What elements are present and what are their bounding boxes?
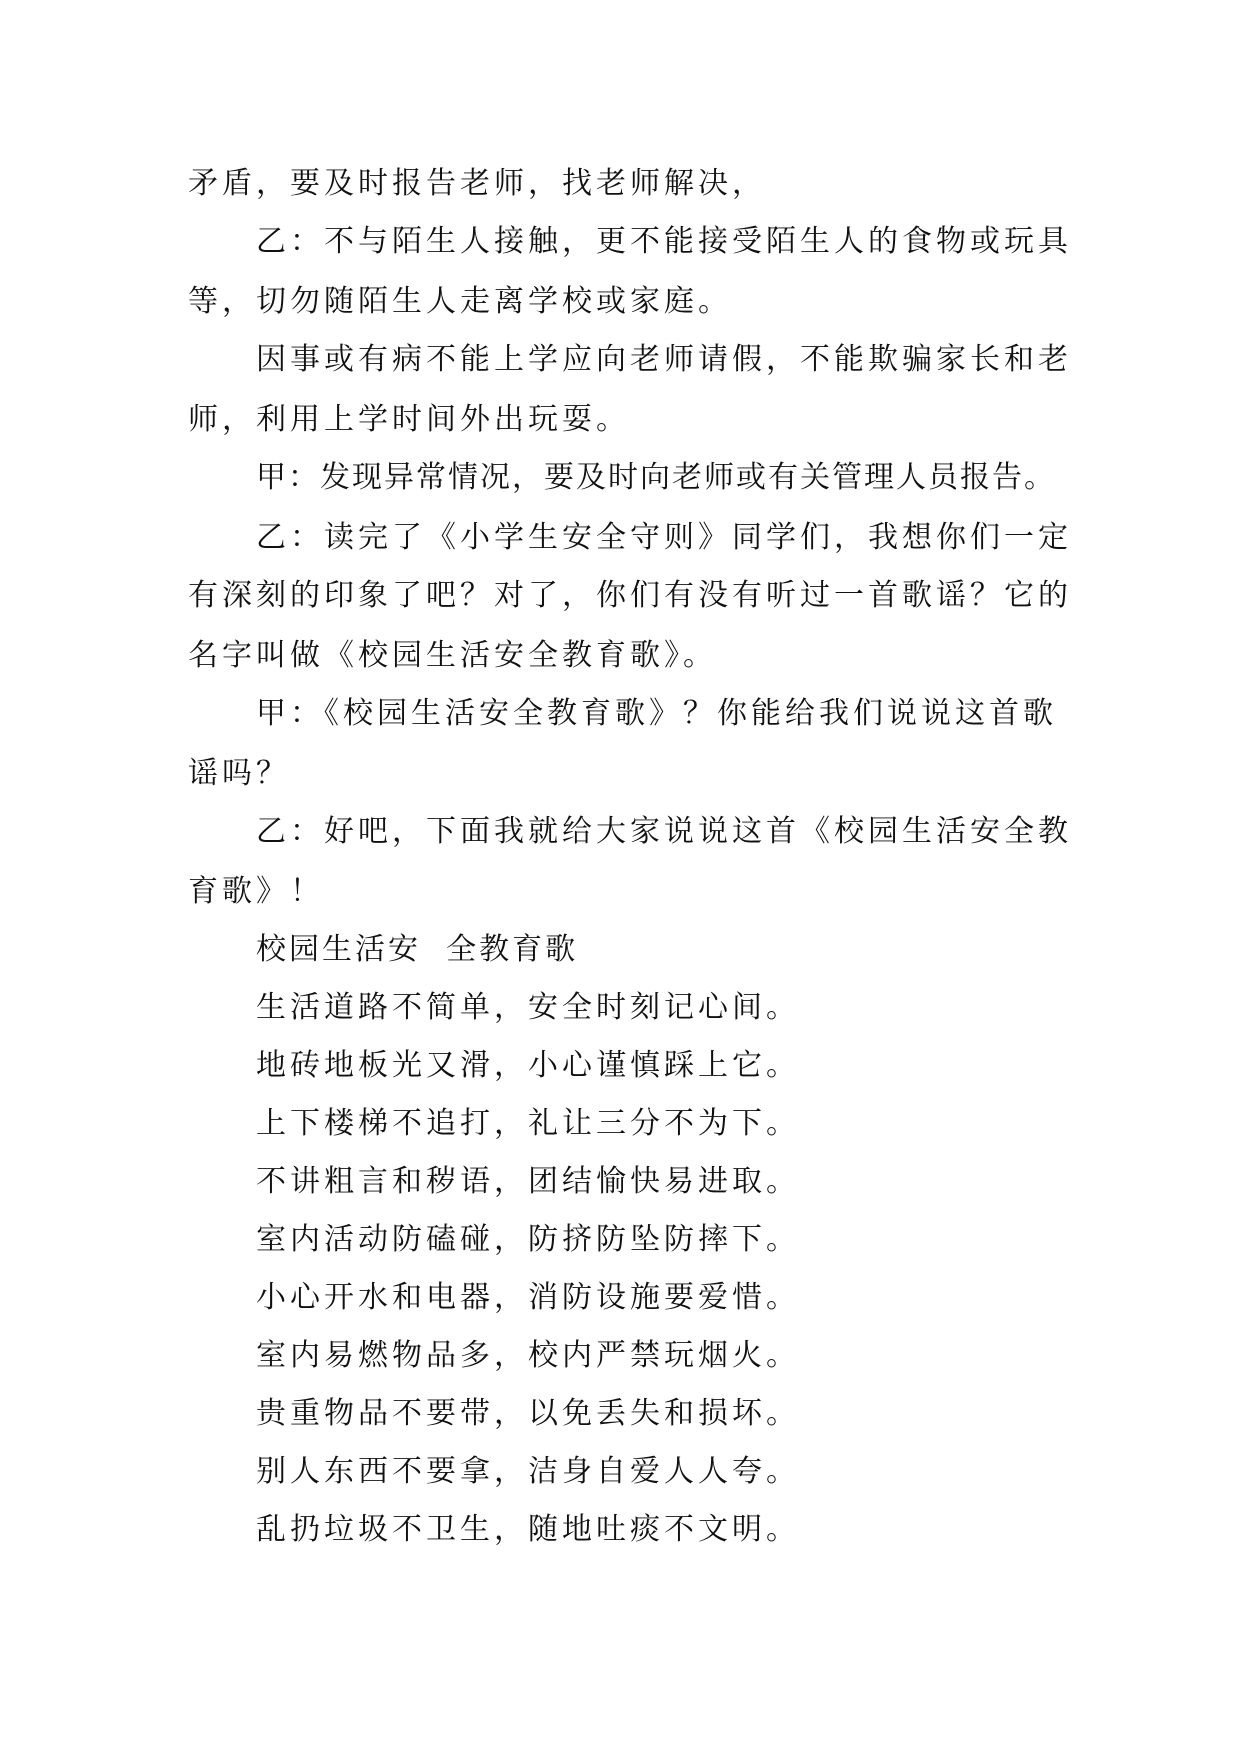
song-line: 贵重物品不要带，以免丢失和损坏。 xyxy=(256,1396,800,1431)
paragraph-line: 等，切勿随陌生人走离学校或家庭。 xyxy=(188,284,732,319)
paragraph-line: 甲：《校园生活安全教育歌》？你能给我们说说这首歌 xyxy=(256,696,1057,731)
paragraph-line: 名字叫做《校园生活安全教育歌》。 xyxy=(188,638,717,673)
song-line: 生活道路不简单，安全时刻记心间。 xyxy=(256,990,800,1025)
song-line: 室内活动防磕碰，防挤防坠防摔下。 xyxy=(256,1222,800,1257)
song-line: 别人东西不要拿，洁身自爱人人夸。 xyxy=(256,1454,800,1489)
paragraph-line: 育歌》！ xyxy=(188,874,324,909)
paragraph-line: 师，利用上学时间外出玩耍。 xyxy=(188,402,630,437)
song-line: 地砖地板光又滑，小心谨慎踩上它。 xyxy=(256,1048,800,1083)
song-line: 不讲粗言和秽语，团结愉快易进取。 xyxy=(256,1164,800,1199)
paragraph-line: 矛盾，要及时报告老师，找老师解决， xyxy=(188,166,766,201)
paragraph-line: 乙：不与陌生人接触，更不能接受陌生人的食物或玩具 xyxy=(256,224,1072,259)
paragraph-line: 谣吗？ xyxy=(188,756,290,791)
song-line: 室内易燃物品多，校内严禁玩烟火。 xyxy=(256,1338,800,1373)
paragraph-line: 乙：读完了《小学生安全守则》同学们，我想你们一定 xyxy=(256,520,1072,555)
paragraph-line: 因事或有病不能上学应向老师请假，不能欺骗家长和老 xyxy=(256,342,1072,377)
paragraph-line: 有深刻的印象了吧？对了，你们有没有听过一首歌谣？它的 xyxy=(188,578,1072,613)
paragraph-line: 甲：发现异常情况，要及时向老师或有关管理人员报告。 xyxy=(256,460,1056,495)
song-line: 乱扔垃圾不卫生，随地吐痰不文明。 xyxy=(256,1512,800,1547)
paragraph-line: 乙：好吧，下面我就给大家说说这首《校园生活安全教 xyxy=(256,814,1072,849)
song-line: 小心开水和电器，消防设施要爱惜。 xyxy=(256,1280,800,1315)
song-title: 校园生活安 全教育歌 xyxy=(256,932,579,967)
song-line: 上下楼梯不追打，礼让三分不为下。 xyxy=(256,1106,800,1141)
